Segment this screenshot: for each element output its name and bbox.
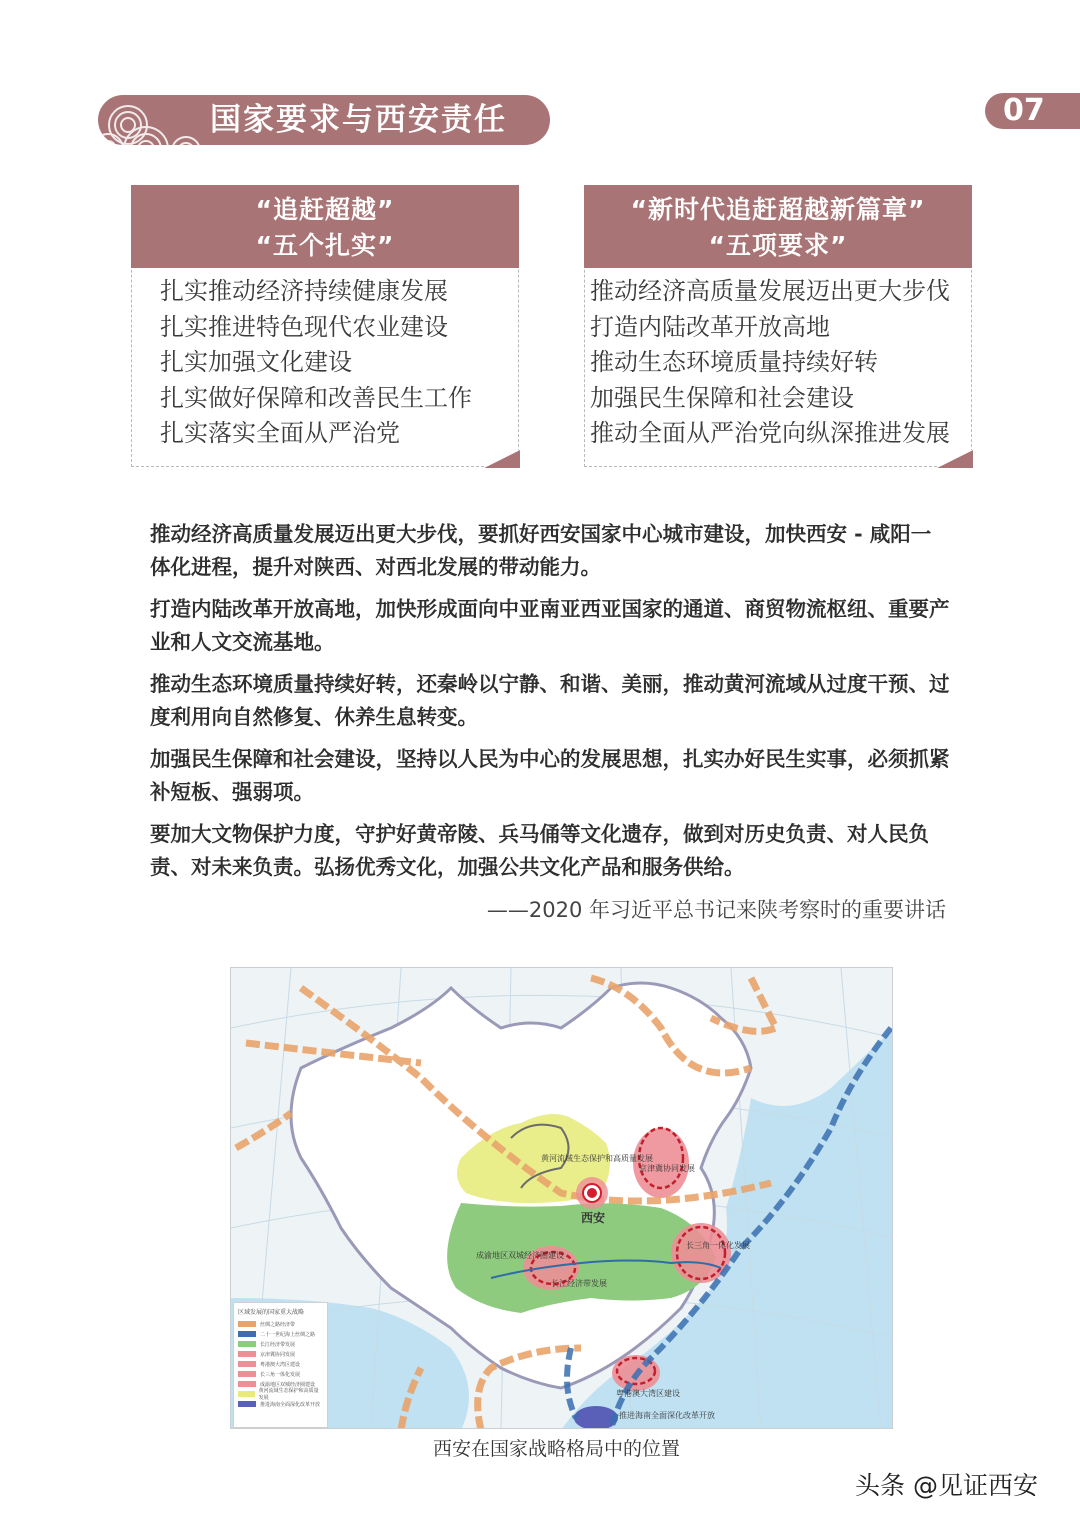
card-title-line2: “五个扎实” (255, 231, 395, 260)
card-title (584, 185, 972, 268)
attribution: ——2020 年习近平总书记来陕考察时的重要讲话 (486, 898, 946, 922)
legend-item: 长江经济带发展 (238, 1339, 323, 1349)
map-legend (233, 1302, 328, 1428)
list-item: 扎实推进特色现代农业建设 (160, 312, 448, 341)
legend-swatch (238, 1361, 256, 1367)
watermark: 头条 @见证西安 (855, 1471, 1038, 1500)
list-item: 扎实落实全面从严治党 (160, 419, 400, 447)
legend-swatch (238, 1381, 256, 1387)
map-label-xian: 西安 (581, 1211, 606, 1225)
legend-swatch (238, 1391, 255, 1397)
legend-item: 二十一世纪海上丝绸之路 (238, 1329, 323, 1339)
svg-text:京津冀协同发展: 京津冀协同发展 (639, 1164, 695, 1173)
card-title-line1: “追赶超越” (255, 195, 395, 224)
list-item: 推动全面从严治党向纵深推进发展 (590, 419, 950, 447)
legend-item: 成渝地区双城经济圈建设 (238, 1379, 323, 1389)
strategy-map (230, 967, 893, 1429)
legend-swatch (238, 1341, 256, 1347)
page-number: 07 (1003, 93, 1045, 128)
paragraph: 要加大文物保护力度，守护好黄帝陵、兵马俑等文化遗存，做到对历史负责、对人民负责、对未来负责。弘扬优秀文化，加强公共文化产品和服务供给。 (150, 822, 929, 879)
list-item: 扎实推动经济持续健康发展 (160, 277, 448, 305)
legend-item: 京津冀协同发展 (238, 1349, 323, 1359)
card-title-line1: “新时代追赶超越新篇章” (630, 195, 926, 224)
legend-item: 推进海南全面深化改革开放 (238, 1399, 323, 1409)
list-item: 加强民生保障和社会建设 (590, 383, 854, 412)
card-title-line2: “五项要求” (708, 231, 848, 260)
section-title: 国家要求与西安责任 (210, 102, 507, 138)
list-item: 推动生态环境质量持续好转 (590, 348, 878, 376)
svg-text:黄河流域生态保护和高质量发展: 黄河流域生态保护和高质量发展 (541, 1154, 653, 1163)
legend-swatch (238, 1401, 256, 1407)
card-title (131, 185, 519, 268)
list-item: 推动经济高质量发展迈出更大步伐 (590, 277, 950, 305)
card-list (590, 274, 950, 452)
legend-swatch (238, 1371, 256, 1377)
svg-text:粤港澳大湾区建设: 粤港澳大湾区建设 (616, 1389, 680, 1398)
paragraph: 推动生态环境质量持续好转，还秦岭以宁静、和谐、美丽，推动黄河流域从过度干预、过度利用向自然修复、休养生息转变。 (150, 672, 950, 729)
paragraph: 推动经济高质量发展迈出更大步伐，要抓好西安国家中心城市建设，加快西安 - 咸阳一体化进程，提升对陕西、对西北发展的带动能力。 (150, 522, 932, 579)
china-map-illustration (231, 968, 893, 1429)
page-fold-icon (484, 450, 520, 468)
paragraph: 打造内陆改革开放高地，加快形成面向中亚南亚西亚国家的通道、商贸物流枢纽、重要产业和人文交流基地。 (150, 597, 950, 654)
legend-item: 长三角一体化发展 (238, 1369, 323, 1379)
svg-text:长三角一体化发展: 长三角一体化发展 (686, 1241, 750, 1250)
paragraph: 加强民生保障和社会建设，坚持以人民为中心的发展思想，扎实办好民生实事，必须抓紧补短板、强弱项。 (150, 747, 950, 804)
section-header (98, 95, 550, 145)
card-list (160, 274, 472, 452)
legend-title: 区域发展的国家重大战略 (238, 1309, 305, 1316)
legend-item: 黄河流域生态保护和高质量发展 (238, 1389, 323, 1399)
page-number-badge (985, 93, 1080, 129)
card-five-requirements (584, 185, 972, 467)
list-item: 打造内陆改革开放高地 (590, 312, 830, 341)
map-caption: 西安在国家战略格局中的位置 (433, 1438, 681, 1460)
card-five-solid (131, 185, 519, 467)
svg-text:成渝地区双城经济圈建设: 成渝地区双城经济圈建设 (476, 1251, 564, 1260)
list-item: 扎实做好保障和改善民生工作 (160, 383, 472, 412)
legend-item: 丝绸之路经济带 (238, 1319, 323, 1329)
legend-item: 粤港澳大湾区建设 (238, 1359, 323, 1369)
wave-pattern-icon (98, 95, 208, 145)
legend-swatch (238, 1331, 256, 1337)
list-item: 扎实加强文化建设 (160, 348, 352, 376)
legend-swatch (238, 1351, 256, 1357)
speech-excerpt (150, 518, 950, 893)
page-fold-icon (937, 450, 973, 468)
legend-swatch (238, 1321, 256, 1327)
svg-text:长江经济带发展: 长江经济带发展 (551, 1279, 607, 1288)
svg-text:推进海南全面深化改革开放: 推进海南全面深化改革开放 (619, 1411, 715, 1420)
